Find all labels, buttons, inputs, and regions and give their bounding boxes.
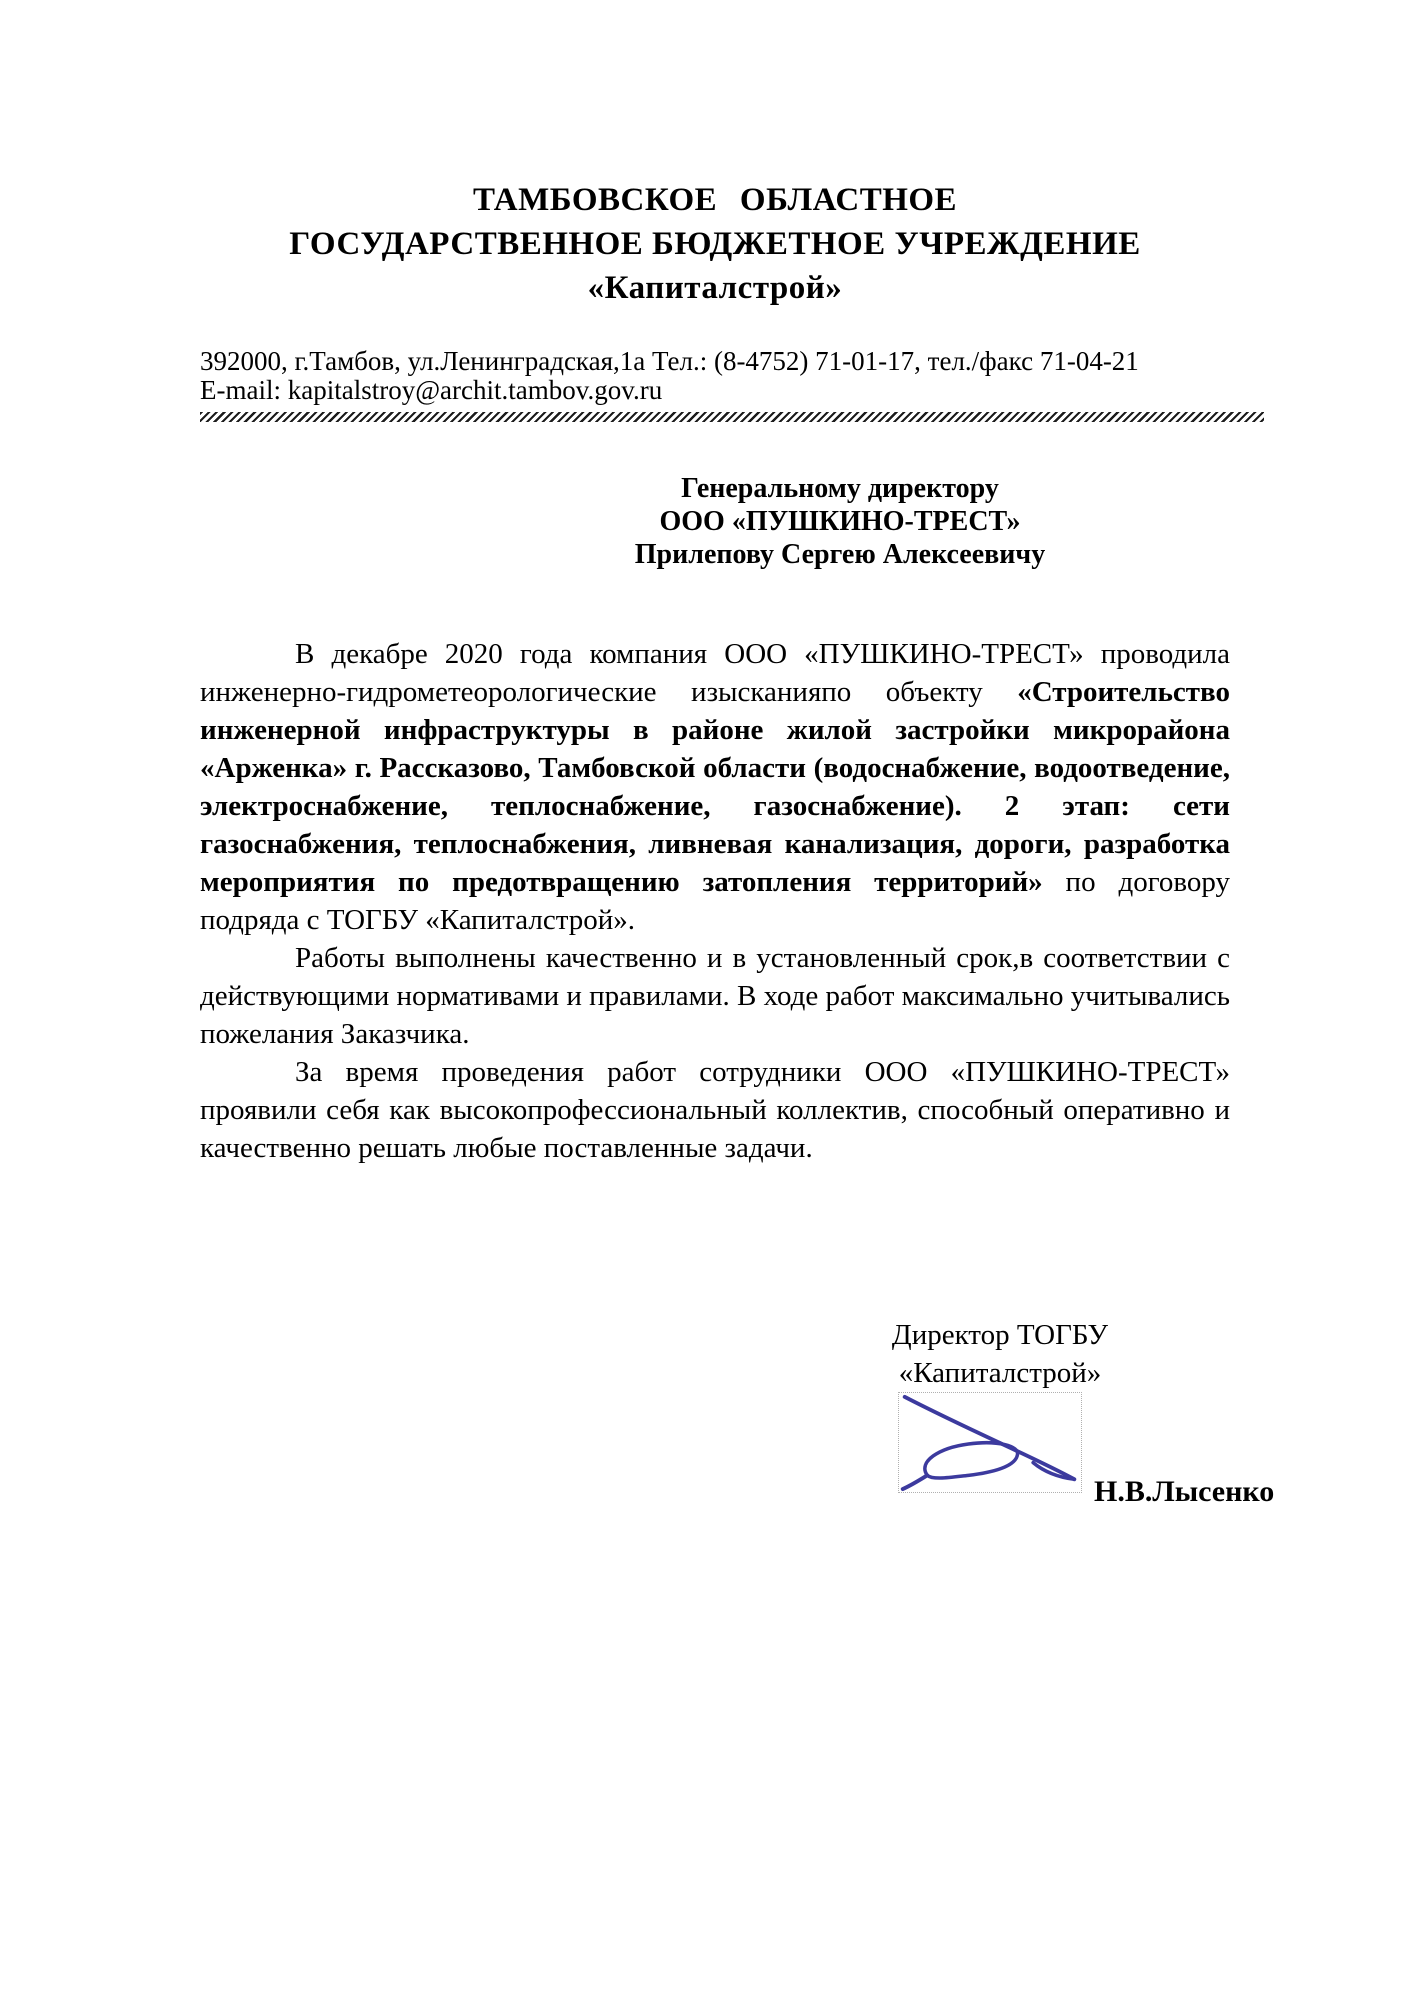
org-name-line2: ГОСУДАРСТВЕННОЕ БЮДЖЕТНОЕ УЧРЕЖДЕНИЕ (289, 226, 1141, 262)
signatory-role-block (850, 1316, 1150, 1392)
paragraph1-normal-start: В декабре 2020 года компания ООО «ПУШКИНО-ТРЕСТ» проводила инженерно-гидрометеорологические изысканияпо объекту (200, 638, 1230, 708)
contact-block (200, 347, 1230, 405)
email-line: E-mail: kapitalstroy@archit.tambov.gov.ru (200, 375, 663, 405)
addressee-block (605, 472, 1075, 571)
addressee-role: Генеральному директору (681, 473, 999, 504)
letter-body (200, 635, 1230, 1167)
org-name-line1: ТАМБОВСКОЕ ОБЛАСТНОЕ (472, 182, 958, 218)
org-name-line3: «Капиталстрой» (587, 270, 843, 306)
addressee-person: Прилепову Сергею Алексеевичу (634, 539, 1046, 570)
paragraph1-normal-end: по договору подряда с ТОГБУ «Капиталстрой». (200, 866, 1230, 936)
addressee-company: ООО «ПУШКИНО-ТРЕСТ» (659, 506, 1021, 537)
address-line: 392000, г.Тамбов, ул.Ленинградская,1а Тел.: (8-4752) 71-01-17, тел./факс 71-04-21 (200, 346, 1139, 376)
body-paragraph-1 (200, 635, 1230, 939)
signature-row (200, 1392, 1275, 1508)
signatory-role-line1: Директор ТОГБУ (891, 1319, 1109, 1351)
hatched-divider (200, 412, 1264, 422)
body-paragraph-2: Работы выполнены качественно и в установленный срок,в соответствии с действующими нормативами и правилами. В ходе работ максимально учитывались пожелания Заказчика. (200, 942, 1230, 1050)
body-paragraph-3: За время проведения работ сотрудники ООО «ПУШКИНО-ТРЕСТ» проявили себя как высокопрофессиональный коллектив, способный оперативно и качественно решать любые поставленные задачи. (200, 1056, 1230, 1164)
signatory-role-line2: «Капиталстрой» (898, 1357, 1102, 1389)
handwritten-signature-icon (898, 1392, 1082, 1493)
letterhead (200, 178, 1230, 310)
signatory-name: Н.В.Лысенко (1094, 1475, 1275, 1508)
paragraph1-bold-object-title: «Строительство инженерной инфраструктуры в районе жилой застройки микрорайона «Арженка» г. Рассказово, Тамбовской области (водоснабжение, водоотведение, электроснабжение, теплоснабжение, газоснабжение). 2 этап: сети газоснабжения, теплоснабжения, ливневая канализация, дороги, разработка мероприятия по предотвращению затопления территорий» (200, 676, 1230, 898)
